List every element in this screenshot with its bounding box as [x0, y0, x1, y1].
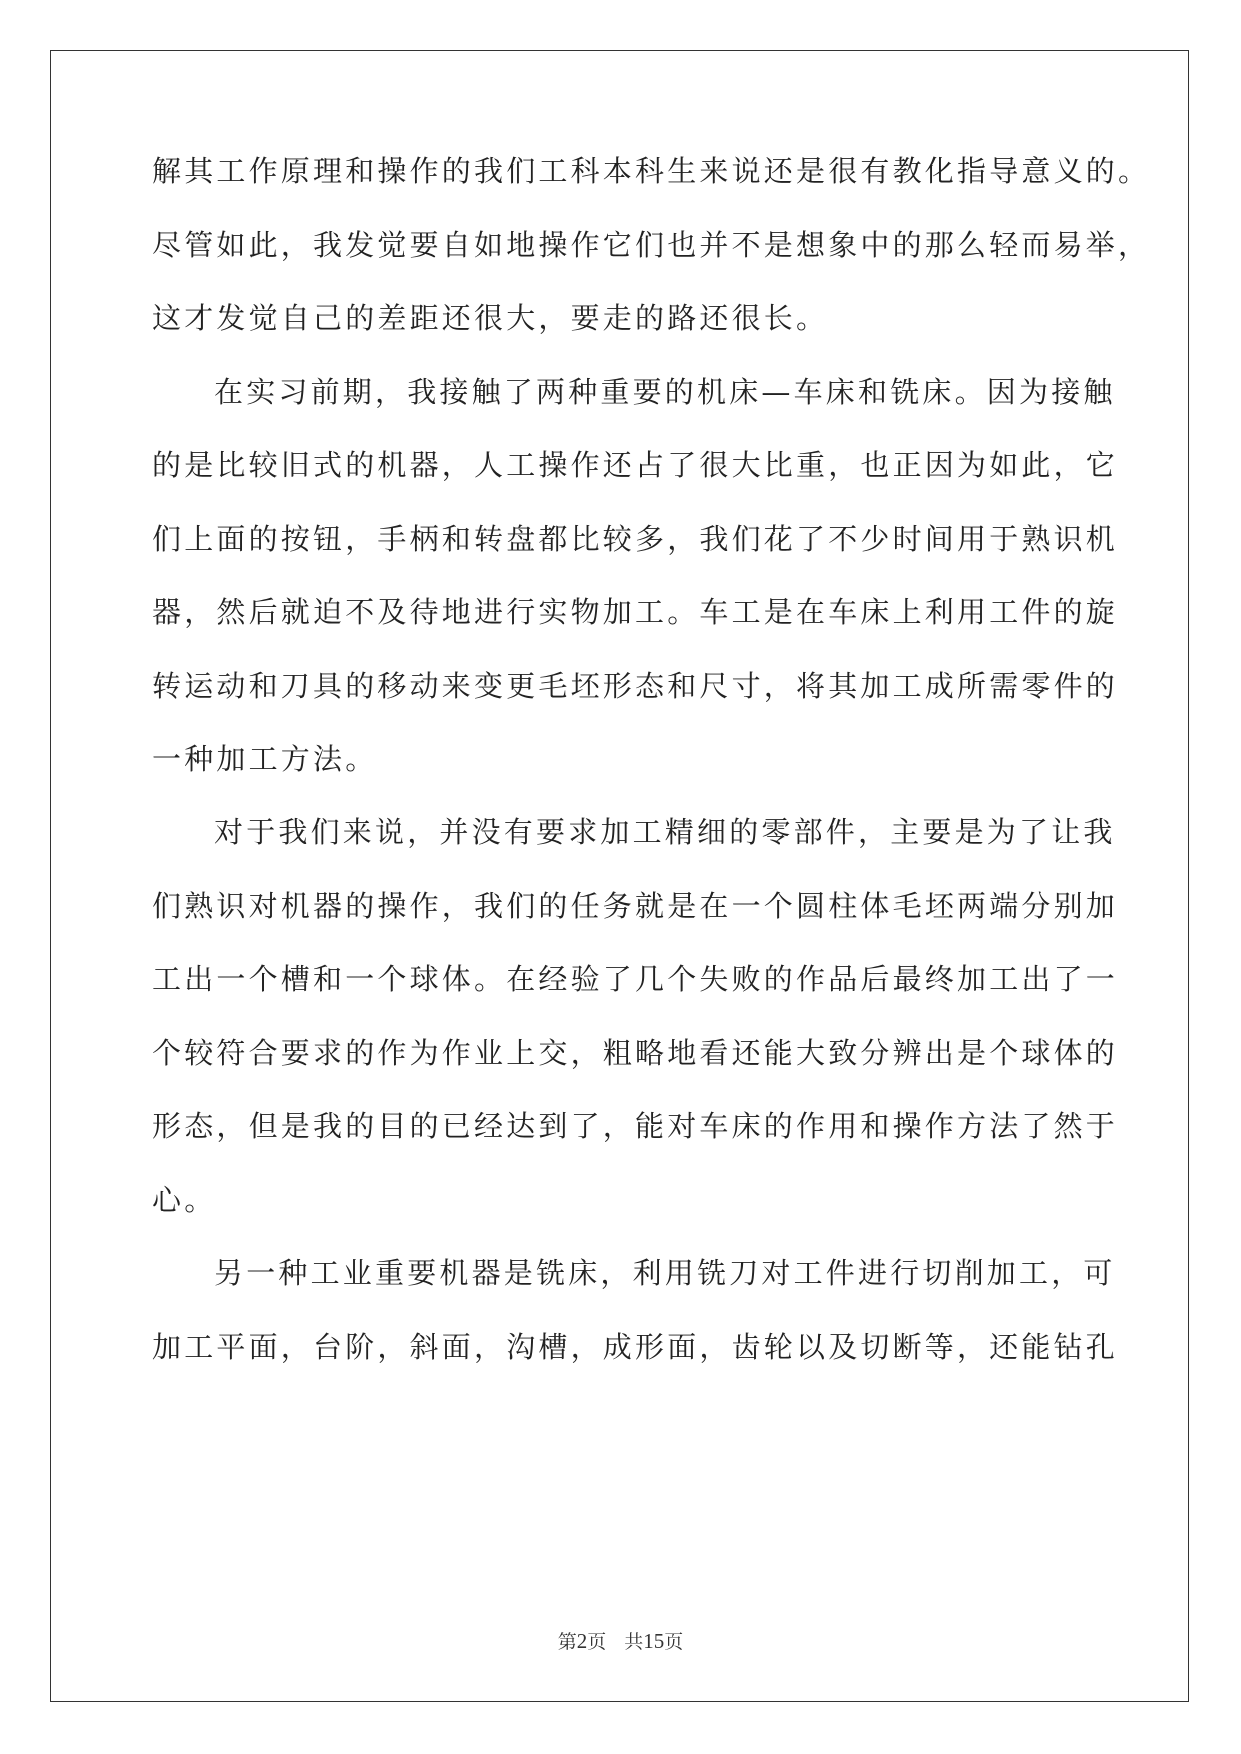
- paragraph-first-line: 另一种工业重要机器是铣床，利用铣刀对工件进行切削加工，可: [214, 1256, 1116, 1290]
- body-line: 们上面的按钮，手柄和转盘都比较多，我们花了不少时间用于熟识机: [152, 522, 1119, 556]
- total-prefix: 共: [624, 1631, 644, 1653]
- body-line: 这才发觉自己的差距还很大，要走的路还很长。: [152, 301, 829, 335]
- body-line: 个较符合要求的作为作业上交，粗略地看还能大致分辨出是个球体的: [152, 1036, 1119, 1070]
- body-line: 工出一个槽和一个球体。在经验了几个失败的作品后最终加工出了一: [152, 962, 1119, 996]
- body-line: 解其工作原理和操作的我们工科本科生来说还是很有教化指导意义的。: [152, 154, 1151, 188]
- page-suffix: 页: [587, 1631, 607, 1653]
- paragraph-first-line: 对于我们来说，并没有要求加工精细的零部件，主要是为了让我: [214, 815, 1116, 849]
- page-number: 2: [576, 1629, 588, 1653]
- body-line: 们熟识对机器的操作，我们的任务就是在一个圆柱体毛坯两端分别加: [152, 889, 1119, 923]
- total-pages: 15: [643, 1629, 665, 1653]
- body-line: 转运动和刀具的移动来变更毛坯形态和尺寸，将其加工成所需零件的: [152, 669, 1119, 703]
- paragraph-first-line: 在实习前期，我接触了两种重要的机床—车床和铣床。因为接触: [214, 375, 1116, 409]
- body-line: 尽管如此，我发觉要自如地操作它们也并不是想象中的那么轻而易举，: [152, 228, 1151, 262]
- body-line: 加工平面，台阶，斜面，沟槽，成形面，齿轮以及切断等，还能钻孔: [152, 1330, 1119, 1364]
- body-line: 形态，但是我的目的已经达到了，能对车床的作用和操作方法了然于: [152, 1109, 1119, 1143]
- body-line: 的是比较旧式的机器，人工操作还占了很大比重，也正因为如此，它: [152, 448, 1119, 482]
- total-suffix: 页: [664, 1631, 684, 1653]
- page-prefix: 第: [557, 1631, 577, 1653]
- body-line: 器，然后就迫不及待地进行实物加工。车工是在车床上利用工件的旋: [152, 595, 1119, 629]
- body-line: 心。: [152, 1183, 217, 1217]
- body-line: 一种加工方法。: [152, 742, 378, 776]
- page-footer: [0, 1629, 1241, 1654]
